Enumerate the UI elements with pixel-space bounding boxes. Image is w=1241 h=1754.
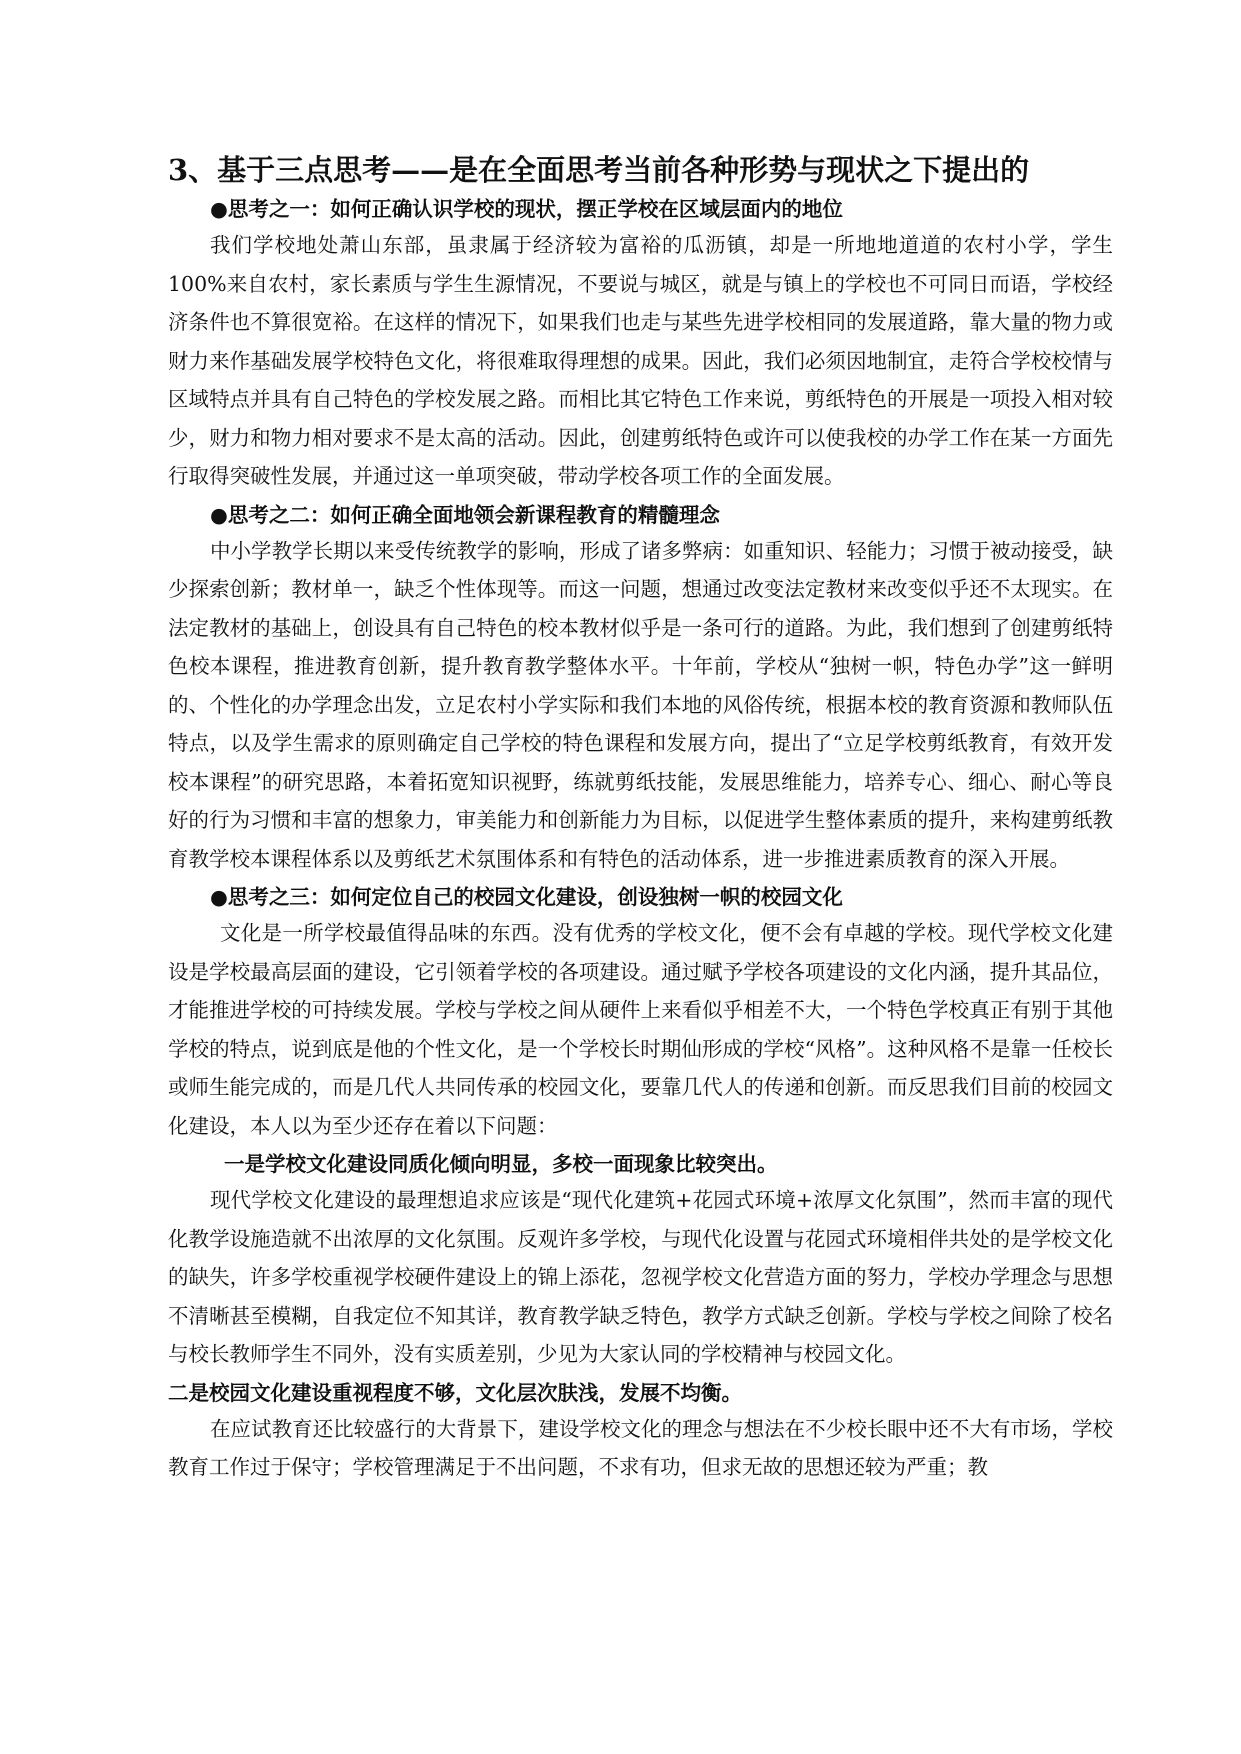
document-body <box>168 150 1113 1489</box>
thought-one-paragraph: 我们学校地处萧山东部，虽隶属于经济较为富裕的瓜沥镇，却是一所地地道道的农村小学，学生100%来自农村，家长素质与学生生源情况，不要说与城区，就是与镇上的学校也不可同日而语，学校经济条件也不算很宽裕。在这样的情况下，如果我们也走与某些先进学校相同的发展道路，靠大量的物力或财力来作基础发展学校特色文化，将很难取得理想的成果。因此，我们必须因地制宜，走符合学校校情与区域特点并具有自己特色的学校发展之路。而相比其它特色工作来说，剪纸特色的开展是一项投入相对较少，财力和物力相对要求不是太高的活动。因此，创建剪纸特色或许可以使我校的办学工作在某一方面先行取得突破性发展，并通过这一单项突破，带动学校各项工作的全面发展。 <box>168 233 1113 488</box>
thought-two-paragraph: 中小学教学长期以来受传统教学的影响，形成了诸多弊病：如重知识、轻能力；习惯于被动接受，缺少探索创新；教材单一，缺乏个性体现等。而这一问题，想通过改变法定教材来改变似乎还不太现实。在法定教材的基础上，创设具有自己特色的校本教材似乎是一条可行的道路。为此，我们想到了创建剪纸特色校本课程，推进教育创新，提升教育教学整体水平。十年前，学校从“独树一帜，特色办学”这一鲜明的、个性化的办学理念出发，立足农村小学实际和我们本地的风俗传统，根据本校的教育资源和教师队伍特点，以及学生需求的原则确定自己学校的特色课程和发展方向，提出了“立足学校剪纸教育，有效开发校本课程”的研究思路，本着拓宽知识视野，练就剪纸技能，发展思维能力，培养专心、细心、耐心等良好的行为习惯和丰富的想象力，审美能力和创新能力为目标，以促进学生整体素质的提升，来构建剪纸教育教学校本课程体系以及剪纸艺术氛围体系和有特色的活动体系，进一步推进素质教育的深入开展。 <box>168 538 1113 871</box>
section-title: 3、基于三点思考——是在全面思考当前各种形势与现状之下提出的 <box>168 153 1030 187</box>
thought-two-heading: ●思考之二：如何正确全面地领会新课程教育的精髓理念 <box>210 502 720 527</box>
thought-three-heading: ●思考之三：如何定位自己的校园文化建设，创设独树一帜的校园文化 <box>210 885 843 909</box>
problem-one-paragraph: 现代学校文化建设的最理想追求应该是“现代化建筑+花园式环境+浓厚文化氛围”，然而丰富的现代化教学设施造就不出浓厚的文化氛围。反观许多学校，与现代化设置与花园式环境相伴共处的是学校文化的缺失，许多学校重视学校硬件建设上的锦上添花，忽视学校文化营造方面的努力，学校办学理念与思想不清晰甚至模糊，自我定位不知其详，教育教学缺乏特色，教学方式缺乏创新。学校与学校之间除了校名与校长教师学生不同外，没有实质差别，少见为大家认同的学校精神与校园文化。 <box>168 1188 1113 1366</box>
thought-three-paragraph: 文化是一所学校最值得品味的东西。没有优秀的学校文化，便不会有卓越的学校。现代学校文化建设是学校最高层面的建设，它引领着学校的各项建设。通过赋予学校各项建设的文化内涵，提升其品位，才能推进学校的可持续发展。学校与学校之间从硬件上来看似乎相差不大，一个特色学校真正有别于其他学校的特点，说到底是他的个性文化，是一个学校长时期仙形成的学校“风格”。这种风格不是靠一任校长或师生能完成的，而是几代人共同传承的校园文化，要靠几代人的传递和创新。而反思我们目前的校园文化建设，本人以为至少还存在着以下问题： <box>168 921 1113 1138</box>
thought-one-heading: ●思考之一：如何正确认识学校的现状，摆正学校在区域层面内的地位 <box>210 197 843 221</box>
problem-one-heading: 一是学校文化建设同质化倾向明显，多校一面现象比较突出。 <box>224 1152 778 1176</box>
problem-two-paragraph: 在应试教育还比较盛行的大背景下，建设学校文化的理念与想法在不少校长眼中还不大有市场，学校教育工作过于保守；学校管理满足于不出问题，不求有功，但求无故的思想还较为严重；教 <box>168 1416 1113 1479</box>
problem-two-heading: 二是校园文化建设重视程度不够，文化层次肤浅，发展不均衡。 <box>168 1380 742 1405</box>
